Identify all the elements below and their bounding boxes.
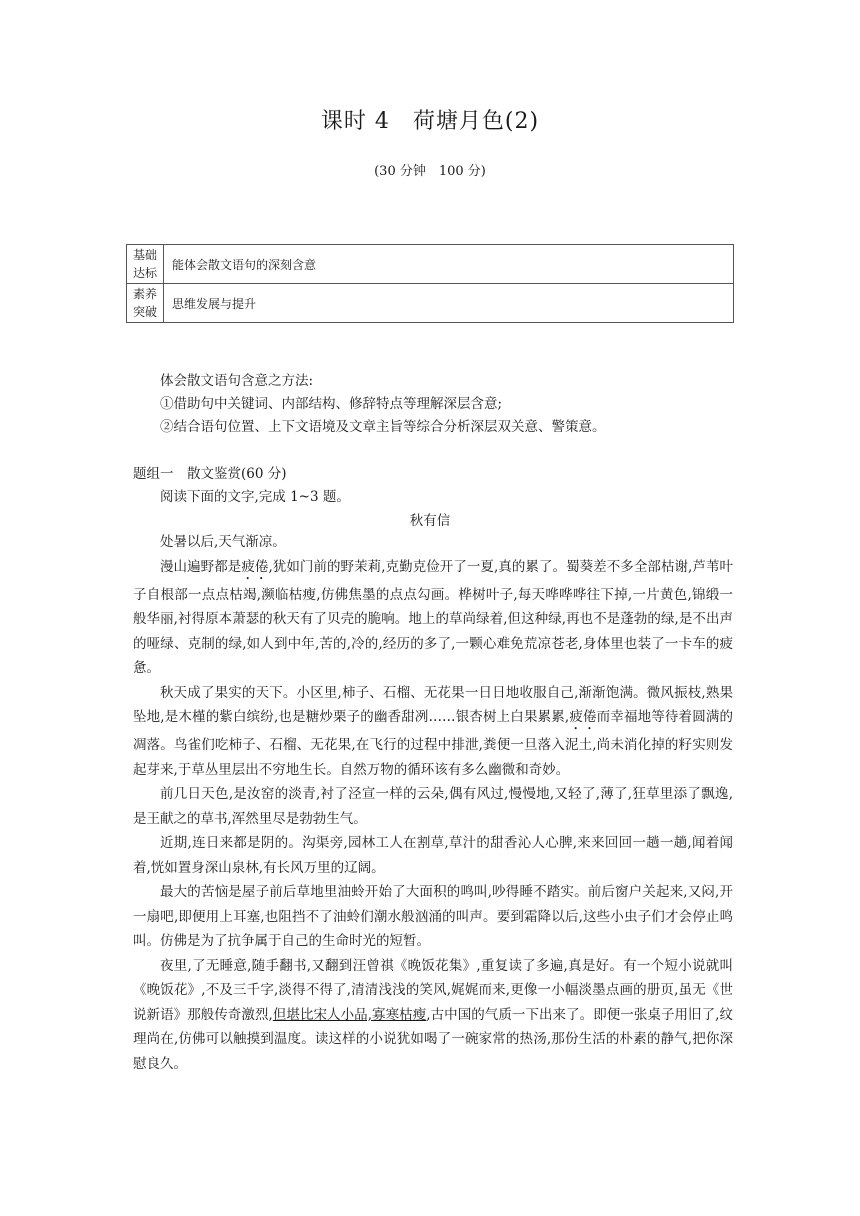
text-run: 夜里,了无睡意,随手翻书,又翻到汪曾祺《晚饭花集》,重复读了多遍,真是好。有一个短小说就叫《晚饭花》,不及三千字,淡得不得了,清清浅浅的笑风,娓娓而来,更像一小幅淡墨点画的册页,虽无《世说新语》那般传奇激烈, — [133, 957, 733, 1023]
table-row-content: 能体会散文语句的深刻含意 — [164, 245, 734, 284]
underlined-sentence: 但堪比宋人小品,寡寒枯瘦 — [272, 1006, 427, 1023]
emphasized-word: 疲倦 — [569, 709, 597, 725]
table-row-content: 思维发展与提升 — [164, 284, 734, 323]
paragraph: 处暑以后,天气渐凉。 — [160, 534, 286, 550]
paragraph — [133, 555, 733, 681]
table-row-label — [127, 245, 164, 284]
method-item: ②结合语句位置、上下文语境及文章主旨等综合分析深层双关意、警策意。 — [160, 419, 606, 435]
text-run: 而幸福地等待着圆满的凋落。鸟雀们吃柿子、石榴、无花果,在飞行的过程中排泄,粪便一旦落入泥土,尚未消化掉的籽实则发起芽来,于草丛里层出不穷地生长。自然万物的循环该有多么幽微和奇妙。 — [133, 709, 734, 778]
paragraph: 最大的苦恼是屋子前后草地里油蛉开始了大面积的鸣叫,吵得睡不踏实。前后窗户关起来,又闷,开一扇吧,即便用上耳塞,也阻挡不了油蛉们潮水般汹涌的叫声。要到霜降以后,这些小虫子们才会停止鸣叫。仿佛是为了抗争属于自己的生命时光的短暂。 — [133, 884, 733, 949]
label-text: 素养 突破 — [132, 287, 157, 319]
text-run: 秋天成了果实的天下。小区里,柿子、石榴、无花果一日日地收服自己,渐渐饱满。微风振枝,熟果坠地,是木槿的紫白缤纷,也是糖炒栗子的幽香甜冽……银杏树上白果累累, — [133, 684, 733, 725]
question-group-label: 题组一 散文鉴赏(60 分) — [133, 466, 287, 482]
essay-title: 秋有信 — [409, 513, 451, 529]
time-score-info: (30 分钟 100 分) — [374, 164, 486, 179]
table-row-label — [127, 284, 164, 323]
text-run: ,犹如门前的野茉莉,克勤克俭开了一夏,真的累了。蜀葵差不多全部枯谢,芦苇叶子自根部一点点枯竭,濒临枯瘦,仿佛焦墨的点点勾画。桦树叶子,每天哗哗哗往下掉,一片黄色,锦缎一般华丽,衬得原本萧瑟的秋天有了贝壳的脆响。地上的草尚绿着,但这种绿,再也不是蓬勃的绿,是不出声的哑绿、克制的绿,如人到中年,苦的,冷的,经历的多了,一颗心难免荒凉苍老,身体里也装了一卡车的疲惫。 — [133, 558, 734, 676]
text-run: ,古中国的气质一下出来了。即便一张桌子用旧了,纹理尚在,仿佛可以触摸到温度。读这样的小说犹如喝了一碗家常的热汤,那份生活的朴素的静气,把你深慰良久。 — [133, 1006, 733, 1072]
paragraph: 近期,连日来都是阴的。沟渠旁,园林工人在割草,草汁的甜香沁人心脾,来来回回一趟一趟,闻着闻着,恍如置身深山泉林,有长风万里的辽阔。 — [133, 835, 733, 876]
paragraph — [133, 681, 733, 783]
page-title: 课时 4 荷塘月色(2) — [320, 109, 540, 134]
emphasized-word: 疲倦 — [241, 558, 269, 575]
method-section — [160, 370, 606, 439]
method-heading: 体会散文语句含意之方法: — [160, 373, 314, 389]
table-row — [127, 284, 734, 323]
paragraph — [133, 954, 733, 1077]
table-row — [127, 245, 734, 284]
essay-body — [133, 530, 733, 1076]
text-run: 漫山遍野都是 — [160, 558, 242, 575]
label-text: 基础 达标 — [132, 248, 157, 280]
instruction-text: 阅读下面的文字,完成 1~3 题。 — [160, 489, 350, 505]
goals-table — [126, 244, 734, 323]
method-item: ①借助句中关键词、内部结构、修辞特点等理解深层含意; — [160, 396, 503, 412]
paragraph: 前几日天色,是汝窑的淡青,衬了泾宣一样的云朵,偶有风过,慢慢地,又轻了,薄了,狂草里添了飘逸,是王献之的草书,浑然里尽是勃勃生气。 — [133, 786, 733, 827]
